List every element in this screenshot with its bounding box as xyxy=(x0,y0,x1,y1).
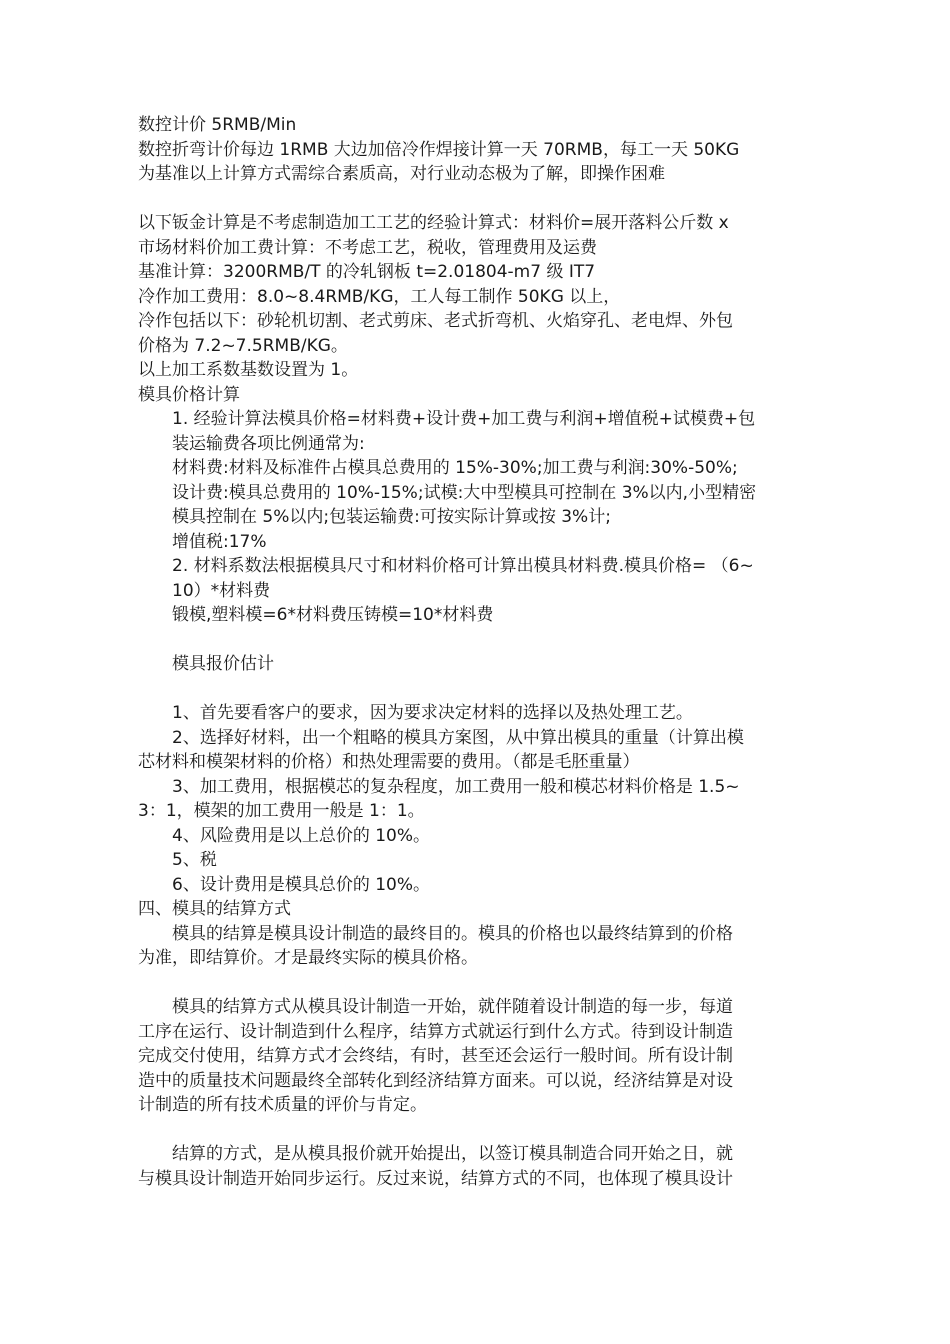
text-line: 锻模,塑料模=6*材料费压铸模=10*材料费 xyxy=(172,605,494,625)
text-line: 冷作加工费用：8.0~8.4RMB/KG，工人每工制作 50KG 以上， xyxy=(138,286,621,307)
blank-line xyxy=(138,677,818,702)
section-heading: 模具价格计算 xyxy=(138,384,240,405)
text-line: 与模具设计制造开始同步运行。反过来说，结算方式的不同，也体现了模具设计 xyxy=(138,1168,733,1189)
text-line: 6、设计费用是模具总价的 10%。 xyxy=(172,874,431,895)
text-line: 以下钣金计算是不考虑制造加工工艺的经验计算式：材料价=展开落料公斤数 x xyxy=(138,213,729,233)
text-line: 价格为 7.2~7.5RMB/KG。 xyxy=(138,335,348,356)
blank-line xyxy=(138,187,818,212)
section-heading: 四、模具的结算方式 xyxy=(138,899,291,919)
text-line: 模具控制在 5%以内;包装运输费:可按实际计算或按 3%计; xyxy=(172,507,611,527)
section-heading: 模具报价估计 xyxy=(172,654,274,674)
text-line: 结算的方式，是从模具报价就开始提出，以签订模具制造合同开始之日，就 xyxy=(172,1144,733,1164)
text-line: 冷作包括以下：砂轮机切割、老式剪床、老式折弯机、火焰穿孔、老电焊、外包 xyxy=(138,311,733,331)
text-line: 数控计价 5RMB/Min xyxy=(138,115,297,135)
text-line: 模具的结算方式从模具设计制造一开始，就伴随着设计制造的每一步，每道 xyxy=(172,997,733,1017)
text-line: 完成交付使用，结算方式才会终结，有时，甚至还会运行一般时间。所有设计制 xyxy=(138,1046,733,1066)
text-line: 1. 经验计算法模具价格=材料费+设计费+加工费与利润+增值税+试模费+包 xyxy=(172,409,756,429)
text-line: 1、首先要看客户的要求，因为要求决定材料的选择以及热处理工艺。 xyxy=(172,703,693,723)
text-line: 模具的结算是模具设计制造的最终目的。模具的价格也以最终结算到的价格 xyxy=(172,923,733,944)
text-line: 工序在运行、设计制造到什么程序，结算方式就运行到什么方式。待到设计制造 xyxy=(138,1021,733,1042)
text-line: 为基准以上计算方式需综合素质高，对行业动态极为了解，即操作困难 xyxy=(138,164,665,184)
text-line: 2、选择好材料，出一个粗略的模具方案图，从中算出模具的重量（计算出模 xyxy=(172,727,744,748)
blank-line xyxy=(138,971,818,996)
blank-line xyxy=(138,628,818,653)
blank-line xyxy=(138,1118,818,1143)
text-line: 4、风险费用是以上总价的 10%。 xyxy=(172,825,431,846)
text-line: 设计费:模具总费用的 10%-15%;试模:大中型模具可控制在 3%以内,小型精密 xyxy=(172,482,757,503)
text-line: 计制造的所有技术质量的评价与肯定。 xyxy=(138,1095,427,1115)
text-line: 2. 材料系数法根据模具尺寸和材料价格可计算出模具材料费.模具价格= （6~ xyxy=(172,556,754,576)
text-line: 以上加工系数基数设置为 1。 xyxy=(138,360,359,380)
text-line: 装运输费各项比例通常为: xyxy=(172,433,365,454)
text-line: 数控折弯计价每边 1RMB 大边加倍冷作焊接计算一天 70RMB，每工一天 50KG xyxy=(138,139,740,160)
text-line: 芯材料和模架材料的价格）和热处理需要的费用。（都是毛胚重量） xyxy=(138,752,640,772)
text-line: 5、税 xyxy=(172,850,217,870)
text-line: 为准，即结算价。才是最终实际的模具价格。 xyxy=(138,948,478,968)
text-line: 10）*材料费 xyxy=(172,580,271,601)
text-line: 造中的质量技术问题最终全部转化到经济结算方面来。可以说，经济结算是对设 xyxy=(138,1070,733,1091)
text-line: 材料费:材料及标准件占模具总费用的 15%-30%;加工费与利润:30%-50%; xyxy=(172,458,738,478)
text-line: 增值税:17% xyxy=(172,531,267,552)
text-line: 基准计算：3200RMB/T 的冷轧钢板 t=2.01804-m7 级 IT7 xyxy=(138,262,596,282)
text-line: 3、加工费用，根据模芯的复杂程度，加工费用一般和模芯材料价格是 1.5~ xyxy=(172,776,740,797)
text-line: 市场材料价加工费计算：不考虑工艺，税收，管理费用及运费 xyxy=(138,237,597,258)
text-line: 3：1，模架的加工费用一般是 1：1。 xyxy=(138,801,425,821)
document-body xyxy=(138,113,818,1191)
